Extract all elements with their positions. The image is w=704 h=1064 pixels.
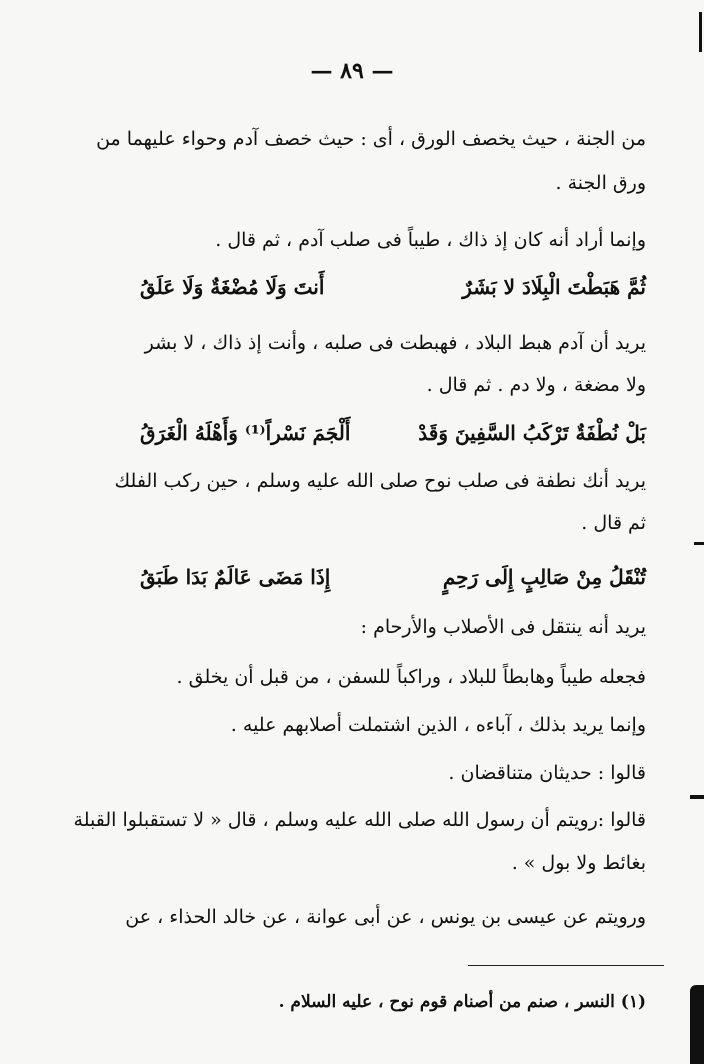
text-line: وإنما يريد بذلك ، آباءه ، الذين اشتملت أصلابهم عليه . bbox=[230, 714, 646, 736]
verse-hemistich: تُنْقَلُ مِنْ صَالِبٍ إِلَى رَحِمٍ bbox=[442, 565, 646, 589]
scan-edge-shadow bbox=[690, 985, 704, 1064]
verse-line bbox=[140, 416, 646, 450]
text-line: فجعله طيباً وهابطاً للبلاد ، وراكباً للسفن ، من قبل أن يخلق . bbox=[176, 666, 646, 688]
footnote: (١) النسر ، صنم من أصنام قوم نوح ، عليه السلام . bbox=[278, 992, 646, 1012]
text-line: ثم قال . bbox=[581, 512, 646, 534]
text-line: وإنما أراد أنه كان إذ ذاك ، طيباً فى صلب آدم ، ثم قال . bbox=[215, 229, 646, 251]
text-line: يريد أنه ينتقل فى الأصلاب والأرحام : bbox=[360, 616, 646, 638]
scan-edge-mark bbox=[690, 795, 704, 799]
verse-hemistich: ثُمَّ هَبَطْتَ الْبِلَادَ لا بَشَرٌ bbox=[462, 275, 646, 299]
footnote-rule bbox=[468, 965, 664, 966]
verse-hemistich: إِذَا مَضَى عَالَمٌ بَدَا طَبَقُ bbox=[140, 565, 331, 589]
text-line: بغائط ولا بول » . bbox=[511, 852, 646, 874]
verse-line bbox=[140, 270, 646, 304]
verse-line bbox=[140, 560, 646, 594]
text-line: قالوا : حديثان متناقضان . bbox=[448, 762, 646, 784]
page-number: — ٨٩ — bbox=[310, 58, 394, 84]
verse-hemistich: أَلْجَمَ نَسْراً⁽¹⁾ وَأَهْلَهُ الْغَرَقُ bbox=[140, 421, 351, 445]
scan-edge-mark bbox=[699, 12, 702, 52]
text-line: يريد أنك نطفة فى صلب نوح صلى الله عليه وسلم ، حين ركب الفلك bbox=[114, 470, 646, 492]
text-line: ولا مضغة ، ولا دم . ثم قال . bbox=[426, 374, 646, 396]
text-line: ورويتم عن عيسى بن يونس ، عن أبى عوانة ، عن خالد الحذاء ، عن bbox=[125, 906, 646, 928]
text-line: من الجنة ، حيث يخصف الورق ، أى : حيث خصف آدم وحواء عليهما من bbox=[96, 128, 646, 150]
text-line: يريد أن آدم هبط البلاد ، فهبطت فى صلبه ، وأنت إذ ذاك ، لا بشر bbox=[144, 332, 646, 354]
scan-edge-mark bbox=[694, 542, 704, 545]
text-line: قالوا :رويتم أن رسول الله صلى الله عليه وسلم ، قال « لا تستقبلوا القبلة bbox=[73, 809, 646, 831]
text-line: ورق الجنة . bbox=[555, 172, 646, 194]
verse-hemistich: بَلْ نُطْفَةٌ تَرْكَبُ السَّفِينَ وَقَدْ bbox=[418, 421, 646, 445]
verse-hemistich: أَنتَ وَلَا مُضْغَةٌ وَلَا عَلَقُ bbox=[140, 275, 325, 299]
